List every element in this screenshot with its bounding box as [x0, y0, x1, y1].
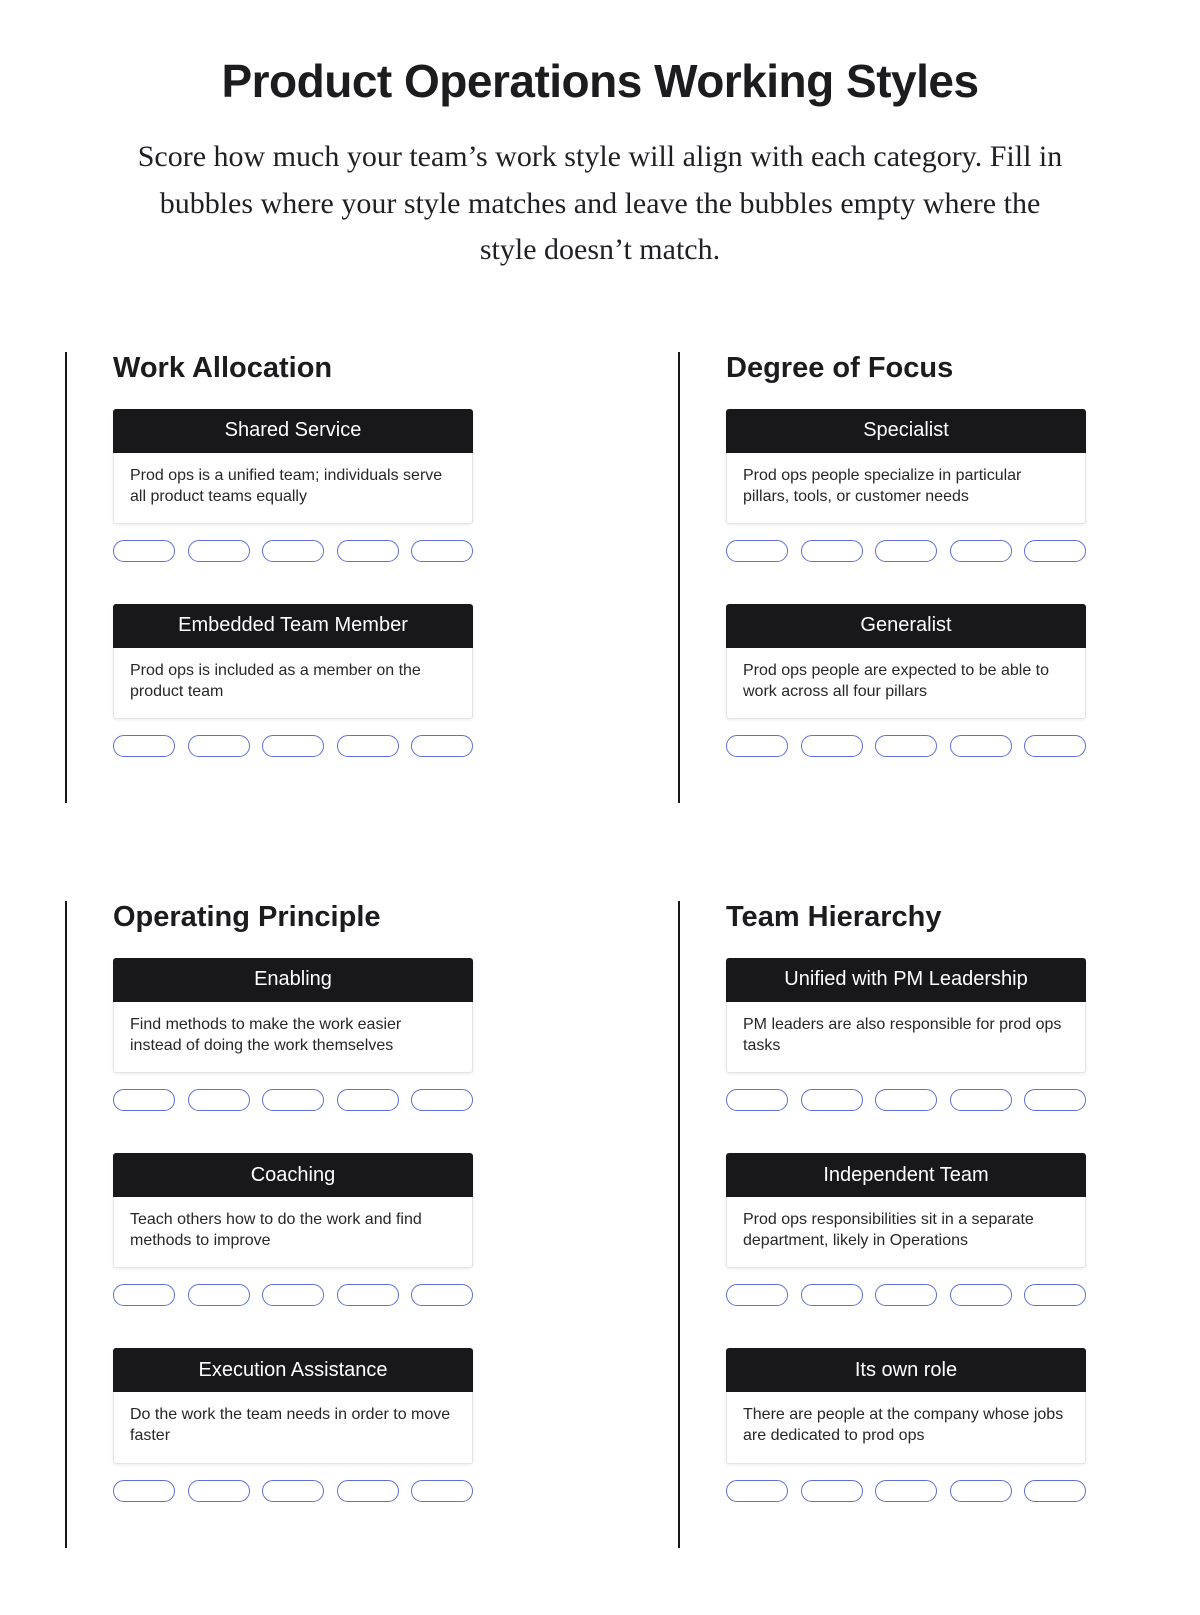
bubble-row — [113, 1480, 473, 1502]
style-card — [113, 604, 473, 719]
score-bubble[interactable] — [337, 1089, 399, 1111]
bubble-row — [113, 540, 473, 562]
style-item-specialist — [726, 409, 1086, 562]
section-heading: Operating Principle — [113, 900, 381, 933]
score-bubble[interactable] — [875, 1480, 937, 1502]
score-bubble[interactable] — [950, 1480, 1012, 1502]
card-title: Shared Service — [224, 419, 362, 441]
card-header — [113, 958, 473, 1002]
style-card — [113, 1348, 473, 1463]
score-bubble[interactable] — [950, 735, 1012, 757]
score-bubble[interactable] — [411, 735, 473, 757]
card-description: Prod ops is a unified team; individuals serve all product teams equally — [113, 453, 473, 524]
card-title: Embedded Team Member — [178, 614, 408, 637]
style-item-embedded-team-member — [113, 604, 473, 757]
style-item-unified-with-pm-leadership — [726, 958, 1086, 1111]
card-header — [726, 409, 1086, 453]
score-bubble[interactable] — [1024, 735, 1086, 757]
bubble-row — [726, 1089, 1086, 1111]
style-card — [726, 958, 1086, 1073]
score-bubble[interactable] — [801, 540, 863, 562]
score-bubble[interactable] — [113, 735, 175, 757]
score-bubble[interactable] — [411, 1480, 473, 1502]
score-bubble[interactable] — [950, 1089, 1012, 1111]
score-bubble[interactable] — [726, 735, 788, 757]
score-bubble[interactable] — [262, 1089, 324, 1111]
bubble-row — [726, 540, 1086, 562]
section-team-hierarchy — [678, 901, 1086, 1548]
score-bubble[interactable] — [113, 1284, 175, 1306]
section-work-allocation — [65, 352, 473, 803]
section-operating-principle — [65, 901, 473, 1548]
score-bubble[interactable] — [726, 1480, 788, 1502]
card-title: Independent Team — [823, 1163, 989, 1186]
score-bubble[interactable] — [262, 1480, 324, 1502]
score-bubble[interactable] — [262, 735, 324, 757]
score-bubble[interactable] — [801, 1089, 863, 1111]
score-bubble[interactable] — [875, 735, 937, 757]
card-title: Its own role — [854, 1358, 958, 1381]
score-bubble[interactable] — [337, 540, 399, 562]
score-bubble[interactable] — [411, 1284, 473, 1306]
style-item-execution-assistance — [113, 1348, 473, 1501]
score-bubble[interactable] — [1024, 1089, 1086, 1111]
section-heading: Work Allocation — [113, 351, 333, 384]
card-header — [113, 604, 473, 648]
score-bubble[interactable] — [262, 1284, 324, 1306]
card-description: Prod ops responsibilities sit in a separate department, likely in Operations — [726, 1197, 1086, 1268]
sections-grid — [65, 352, 1200, 1548]
score-bubble[interactable] — [337, 735, 399, 757]
card-header — [726, 958, 1086, 1002]
score-bubble[interactable] — [801, 1480, 863, 1502]
score-bubble[interactable] — [726, 1284, 788, 1306]
card-title: Execution Assistance — [198, 1358, 388, 1381]
style-card — [113, 958, 473, 1073]
score-bubble[interactable] — [113, 1480, 175, 1502]
section-heading: Team Hierarchy — [726, 900, 942, 933]
style-item-shared-service — [113, 409, 473, 562]
score-bubble[interactable] — [875, 540, 937, 562]
score-bubble[interactable] — [950, 1284, 1012, 1306]
score-bubble[interactable] — [1024, 1284, 1086, 1306]
style-item-its-own-role — [726, 1348, 1086, 1501]
score-bubble[interactable] — [801, 1284, 863, 1306]
score-bubble[interactable] — [337, 1480, 399, 1502]
style-item-independent-team — [726, 1153, 1086, 1306]
score-bubble[interactable] — [188, 1480, 250, 1502]
card-header — [113, 1153, 473, 1197]
bubble-row — [726, 1284, 1086, 1306]
bubble-row — [113, 1284, 473, 1306]
style-card — [726, 604, 1086, 719]
page-subtitle: Score how much your team’s work style will align with each category. Fill in bubbles where your style matches and leave the bubbles empty where the style doesn’t match. — [137, 140, 1063, 266]
card-header — [726, 1348, 1086, 1392]
score-bubble[interactable] — [411, 540, 473, 562]
score-bubble[interactable] — [188, 1089, 250, 1111]
bubble-row — [113, 735, 473, 757]
score-bubble[interactable] — [188, 735, 250, 757]
card-description: Do the work the team needs in order to move faster — [113, 1392, 473, 1463]
bubble-row — [726, 1480, 1086, 1502]
score-bubble[interactable] — [188, 540, 250, 562]
card-title: Unified with PM Leadership — [784, 968, 1028, 991]
card-description: Teach others how to do the work and find methods to improve — [113, 1197, 473, 1268]
card-description: Prod ops people are expected to be able to work across all four pillars — [726, 648, 1086, 719]
score-bubble[interactable] — [801, 735, 863, 757]
style-card — [726, 1348, 1086, 1463]
style-item-generalist — [726, 604, 1086, 757]
bubble-row — [113, 1089, 473, 1111]
card-description: PM leaders are also responsible for prod ops tasks — [726, 1002, 1086, 1073]
card-title: Coaching — [250, 1163, 336, 1186]
card-title: Specialist — [863, 419, 949, 441]
score-bubble[interactable] — [875, 1284, 937, 1306]
style-item-coaching — [113, 1153, 473, 1306]
style-card — [726, 1153, 1086, 1268]
card-header — [726, 604, 1086, 648]
section-heading: Degree of Focus — [726, 351, 954, 384]
card-description: Prod ops is included as a member on the product team — [113, 648, 473, 719]
card-header — [113, 409, 473, 453]
score-bubble[interactable] — [262, 540, 324, 562]
score-bubble[interactable] — [411, 1089, 473, 1111]
style-card — [113, 409, 473, 524]
style-item-enabling — [113, 958, 473, 1111]
score-bubble[interactable] — [726, 1089, 788, 1111]
card-description: Find methods to make the work easier instead of doing the work themselves — [113, 1002, 473, 1073]
score-bubble[interactable] — [337, 1284, 399, 1306]
score-bubble[interactable] — [726, 540, 788, 562]
style-card — [113, 1153, 473, 1268]
page-title: Product Operations Working Styles — [221, 55, 979, 107]
card-title: Enabling — [254, 968, 332, 991]
card-description: Prod ops people specialize in particular pillars, tools, or customer needs — [726, 453, 1086, 524]
score-bubble[interactable] — [188, 1284, 250, 1306]
score-bubble[interactable] — [113, 540, 175, 562]
score-bubble[interactable] — [1024, 540, 1086, 562]
score-bubble[interactable] — [1024, 1480, 1086, 1502]
card-description: There are people at the company whose jobs are dedicated to prod ops — [726, 1392, 1086, 1463]
style-card — [726, 409, 1086, 524]
score-bubble[interactable] — [875, 1089, 937, 1111]
card-header — [113, 1348, 473, 1392]
card-title: Generalist — [860, 614, 952, 637]
bubble-row — [726, 735, 1086, 757]
card-header — [726, 1153, 1086, 1197]
score-bubble[interactable] — [113, 1089, 175, 1111]
section-degree-of-focus — [678, 352, 1086, 803]
score-bubble[interactable] — [950, 540, 1012, 562]
